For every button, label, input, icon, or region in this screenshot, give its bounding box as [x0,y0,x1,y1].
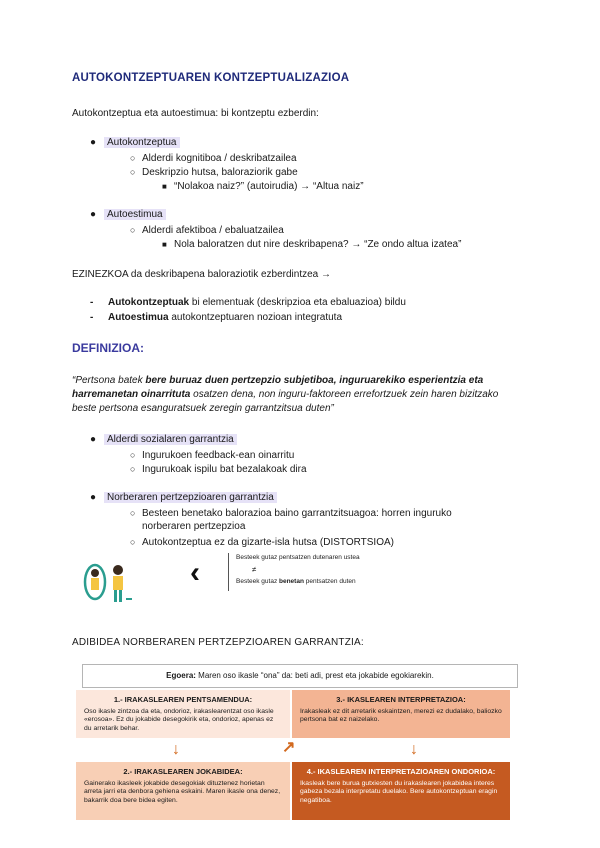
circle-bullet-icon: ○ [130,450,136,460]
list-item [130,535,394,550]
arrow-down-icon: ↓ [410,741,418,758]
dash-icon: - [90,297,94,308]
box-student-interpretation [292,690,510,738]
not-equal-icon: ≠ [252,565,257,574]
bullet-norberaren [90,491,277,505]
bullet-dot-icon: ● [90,137,97,148]
list-item [130,448,294,463]
bullet-autoestimua [90,208,166,222]
list-item [162,180,364,194]
list-item [130,151,297,166]
girl-body [113,576,123,590]
bullet-autokontzeptua [90,136,180,150]
chevron-left-icon: ‹ [190,556,200,589]
reflection-head [91,569,99,577]
note-divider [228,553,229,591]
reflection-body [91,578,99,590]
dash-rest: autokontzeptuaren nozioan integratuta [168,312,343,323]
box-text: Oso ikasle zintzoa da eta, ondorioz, irakaslearentzat oso ikasle «erosoa». Ez du jokabide desegokirik eta, ondorioz, apenas ez du arretarik behar. [84,707,274,732]
list-item-text: Autokontzeptua ez da gizarte-isla hutsa (DISTORTSIOA) [142,537,394,548]
definition-quote [72,374,524,416]
bullet-dot-icon: ● [90,492,97,503]
definizioa-heading: DEFINIZIOA: [72,341,144,355]
bullet-dot-icon: ● [90,209,97,220]
box-teacher-thought [76,690,290,738]
arrow-up-right-icon: ↗ [282,739,296,756]
note-line2 [236,578,356,586]
list-item-text: Ingurukoen feedback-ean oinarritu [142,450,295,461]
mirror-illustration [80,558,136,606]
box-interpretation-consequence [292,762,510,820]
quote-bold: bere buruaz duen pertzepzio subjetiboa, inguruarekiko esperientzia eta harremanetan oinarrituta [72,375,484,400]
dash-icon: - [90,312,94,323]
list-item-text: Nola baloratzen dut nire deskribapena? → “Ze ondo altua izatea” [174,239,462,250]
list-item-text: Alderdi kognitiboa / deskribatzailea [142,153,297,164]
list-item [130,462,307,477]
box-title: 2.- IRAKASLEAREN JOKABIDEA: [123,767,243,776]
autoestimua-label: Autoestimua [104,209,166,220]
circle-bullet-icon: ○ [130,464,136,474]
list-item-text: Alderdi afektiboa / ebaluatzailea [142,225,284,236]
list-item-continuation: norberaren pertzepzioa [142,521,246,532]
box-title: 3.- IKASLEAREN INTERPRETAZIOA: [336,695,466,704]
square-bullet-icon: ■ [162,240,167,249]
autokontzeptua-label: Autokontzeptua [104,137,180,148]
dash-rest: bi elementuak (deskripzioa eta ebaluazioa) bildu [189,297,406,308]
circle-bullet-icon: ○ [130,508,136,518]
box-text: Gainerako ikasleek jokabide desegokiak dituztenez horietan arreta jarri eta denbora gehiena eskaini. Maren ikasle ona denez, bakarrik doa bere bidea egiten. [84,779,281,804]
box-teacher-behavior [76,762,290,820]
dash-item [90,311,342,325]
girl-leg [114,590,117,602]
dash-item [90,296,406,310]
circle-bullet-icon: ○ [130,225,136,235]
quote-part: osatzen dena, non inguru-faktoreen errefortzuek zein haren bizitzako beste pertsona esanguratsuek zeregin garrantzitsua duten” [72,389,499,414]
situation-text: Maren oso ikasle “ona” da: beti adi, prest eta jokabide egokiarekin. [195,671,434,680]
circle-bullet-icon: ○ [130,153,136,163]
dash-bold: Autokontzeptuak [108,297,190,308]
circle-bullet-icon: ○ [130,537,136,547]
intro-text: Autokontzeptua eta autoestimua: bi kontzeptu ezberdin: [72,108,319,119]
box-title: 1.- IRAKASLEAREN PENTSAMENDUA: [113,695,253,704]
note-line1: Besteek gutaz pentsatzen dutenaren ustea [236,554,360,561]
note-bold: benetan [279,578,304,585]
arrow-down-icon: ↓ [172,741,180,758]
box-text: Irakasleak ez dit arretarik eskaintzen, merezi ez dudalako, baliozko pertsona bat ez naizelako. [300,707,502,724]
page-title: AUTOKONTZEPTUAREN KONTZEPTUALIZAZIOA [72,72,350,84]
list-item-text: Deskripzio hutsa, baloraziorik gabe [142,167,298,178]
quote-part: “Pertsona batek [72,375,146,386]
example-title: ADIBIDEA NORBERAREN PERTZEPZIOAREN GARRANTZIA: [72,637,364,648]
note-part: Besteek gutaz [236,578,279,585]
situation-label: Egoera: [166,671,196,680]
bullet-sozial [90,433,237,447]
floor-mark [126,598,132,600]
girl-leg [119,590,122,602]
list-item [130,223,284,238]
list-item-text: Besteen benetako balorazioa baino garrantzitsuagoa: horren inguruko [142,508,452,519]
sozial-label: Alderdi sozialaren garrantzia [104,434,237,445]
dash-bold: Autoestimua [108,312,169,323]
norberaren-label: Norberaren pertzepzioaren garrantzia [104,492,277,503]
ezinezkoa-text: EZINEZKOA da deskribapena baloraziotik ezberdintzea → [72,269,332,280]
circle-bullet-icon: ○ [130,167,136,177]
situation-box [82,664,518,688]
note-part: pentsatzen duten [303,578,356,585]
box-text: Ikasleak bere burua gutxiesten du irakaslearen jokabidea interes gabeza bezala interpretatu duelako. Bere autokontzeptuan eragin negatiboa. [300,779,498,804]
list-item [130,506,452,521]
bullet-dot-icon: ● [90,434,97,445]
list-item-text: Ingurukoak ispilu bat bezalakoak dira [142,464,307,475]
list-item [130,165,298,180]
square-bullet-icon: ■ [162,182,167,191]
list-item [162,238,461,252]
box-title: 4.- IKASLEAREN INTERPRETAZIOAREN ONDORIOA: [306,767,496,776]
girl-head [113,565,123,575]
list-item-text: “Nolakoa naiz?” (autoirudia) → “Altua naiz” [174,181,364,192]
